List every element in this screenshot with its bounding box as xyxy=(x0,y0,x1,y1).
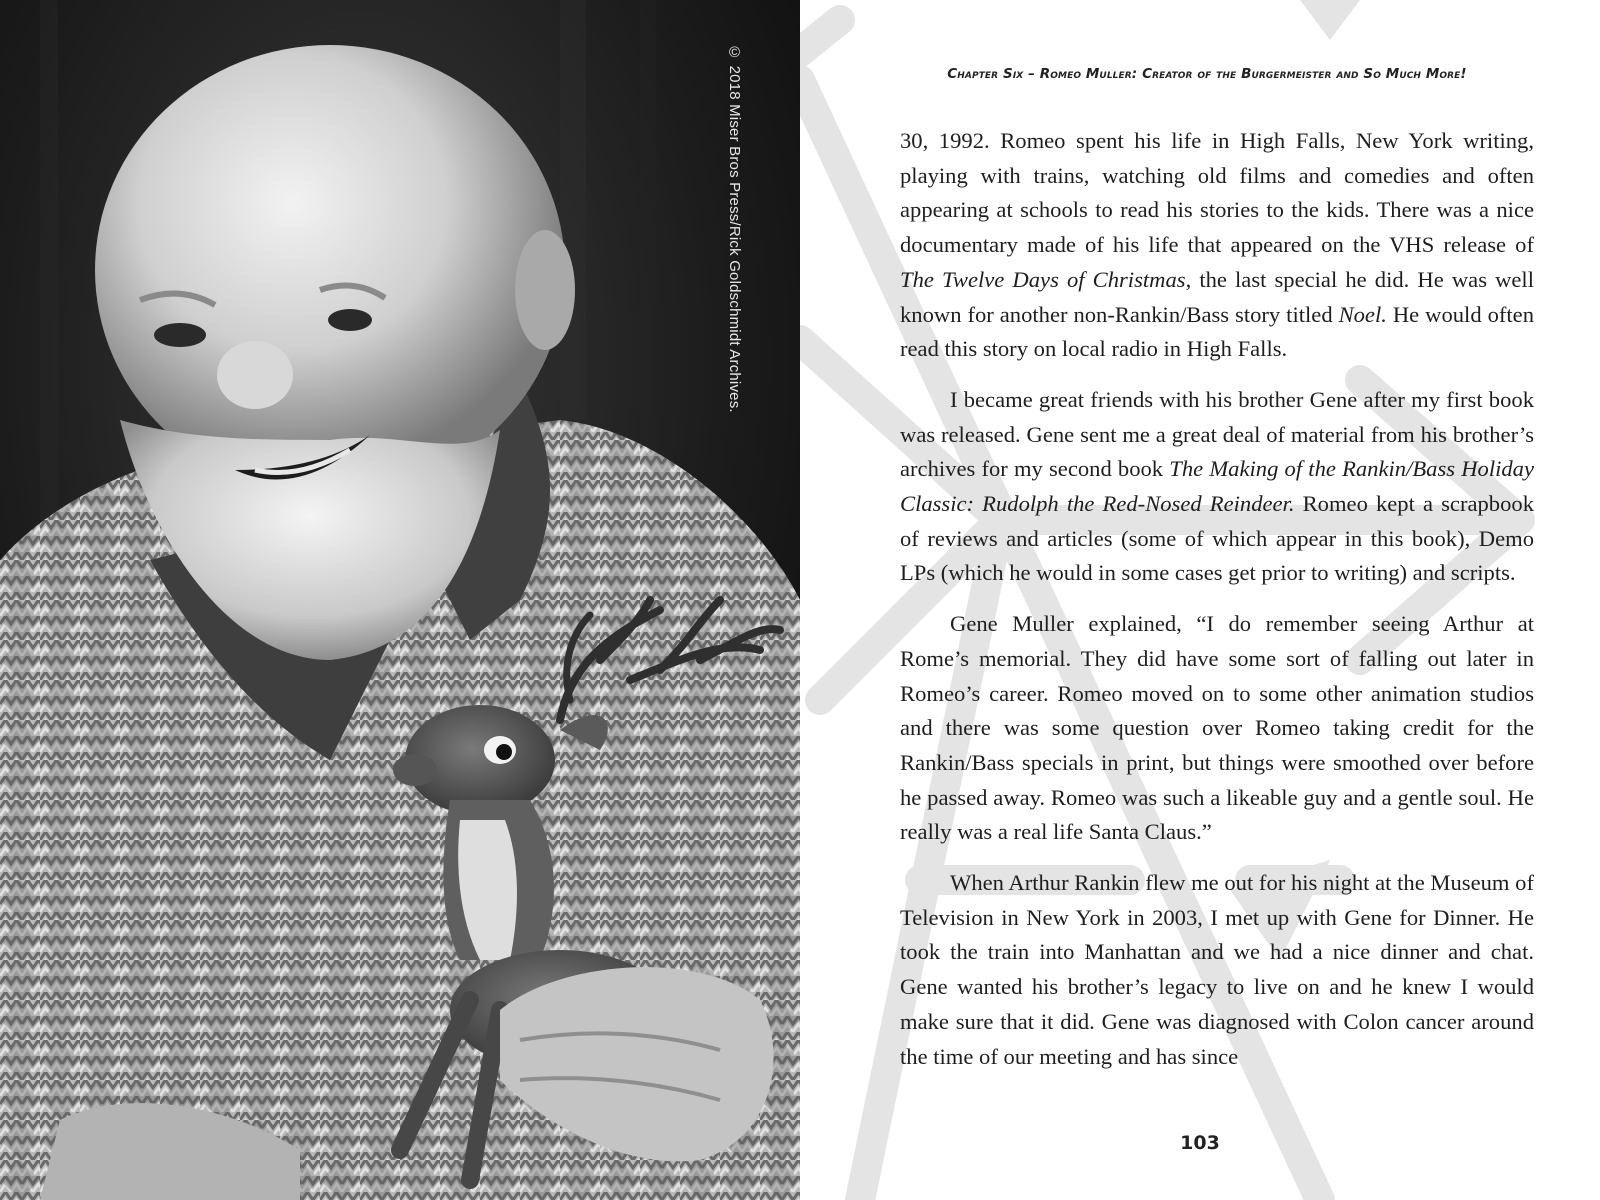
body-text xyxy=(900,124,1534,1090)
text-page xyxy=(800,0,1600,1200)
book-title-italic: The Twelve Days of Christmas xyxy=(900,266,1186,292)
running-head: Chapter Six – Romeo Muller: Creator of the Burgermeister and So Much More! xyxy=(947,66,1467,82)
text-run: Gene Muller explained, “I do remember seeing Arthur at Rome’s memorial. They did have some sort of falling out later in Romeo’s career. Romeo moved on to some other animation studios and there was some question over Romeo taking credit for the Rankin/Bass specials in print, but things were smoothed over before he passed away. Romeo was such a likeable guy and a gentle soul. He really was a real life Santa Claus.” xyxy=(900,611,1534,845)
text-run: 30, 1992. Romeo spent his life in High Falls, New York writing, playing with trains, watching old films and comedies and often appearing at schools to read his stories to the kids. There was a nice documentary made of his life that appeared on the VHS release of xyxy=(900,128,1534,258)
photo-credit: © 2018 Miser Bros Press/Rick Goldschmidt Archives. xyxy=(726,44,743,413)
text-run: , the last special he did. He was well known for another non-Rankin/Bass story titled xyxy=(900,266,1534,327)
paragraph-4 xyxy=(900,866,1534,1074)
paragraph-1 xyxy=(900,124,1534,367)
book-title-italic: The Making of the Rankin/Bass Holiday Classic: Rudolph the Red-Nosed Reindeer. xyxy=(900,456,1534,517)
paragraph-3 xyxy=(900,607,1534,850)
story-title-italic: Noel. xyxy=(1338,301,1387,327)
text-run: When Arthur Rankin flew me out for his night at the Museum of Television in New York in 2003, I met up with Gene for Dinner. He took the train into Manhattan and we had a nice dinner and chat. Gene wanted his brother’s legacy to live on and he knew I would make sure that it did. Gene was diagnosed with Colon cancer around the time of our meeting and has since xyxy=(900,870,1534,1069)
paragraph-2 xyxy=(900,383,1534,591)
text-run: I became great friends with his brother Gene after my first book was released. Gene sent me a great deal of material from his brother’s archives for my second book xyxy=(900,386,1534,482)
page-number: 103 xyxy=(1180,1132,1220,1154)
text-run: He would often read this story on local radio in High Falls. xyxy=(900,301,1534,362)
text-run: Romeo kept a scrapbook of reviews and articles (some of which appear in this book), Demo LPs (which he would in some cases get prior to writing) and scripts. xyxy=(900,491,1534,586)
